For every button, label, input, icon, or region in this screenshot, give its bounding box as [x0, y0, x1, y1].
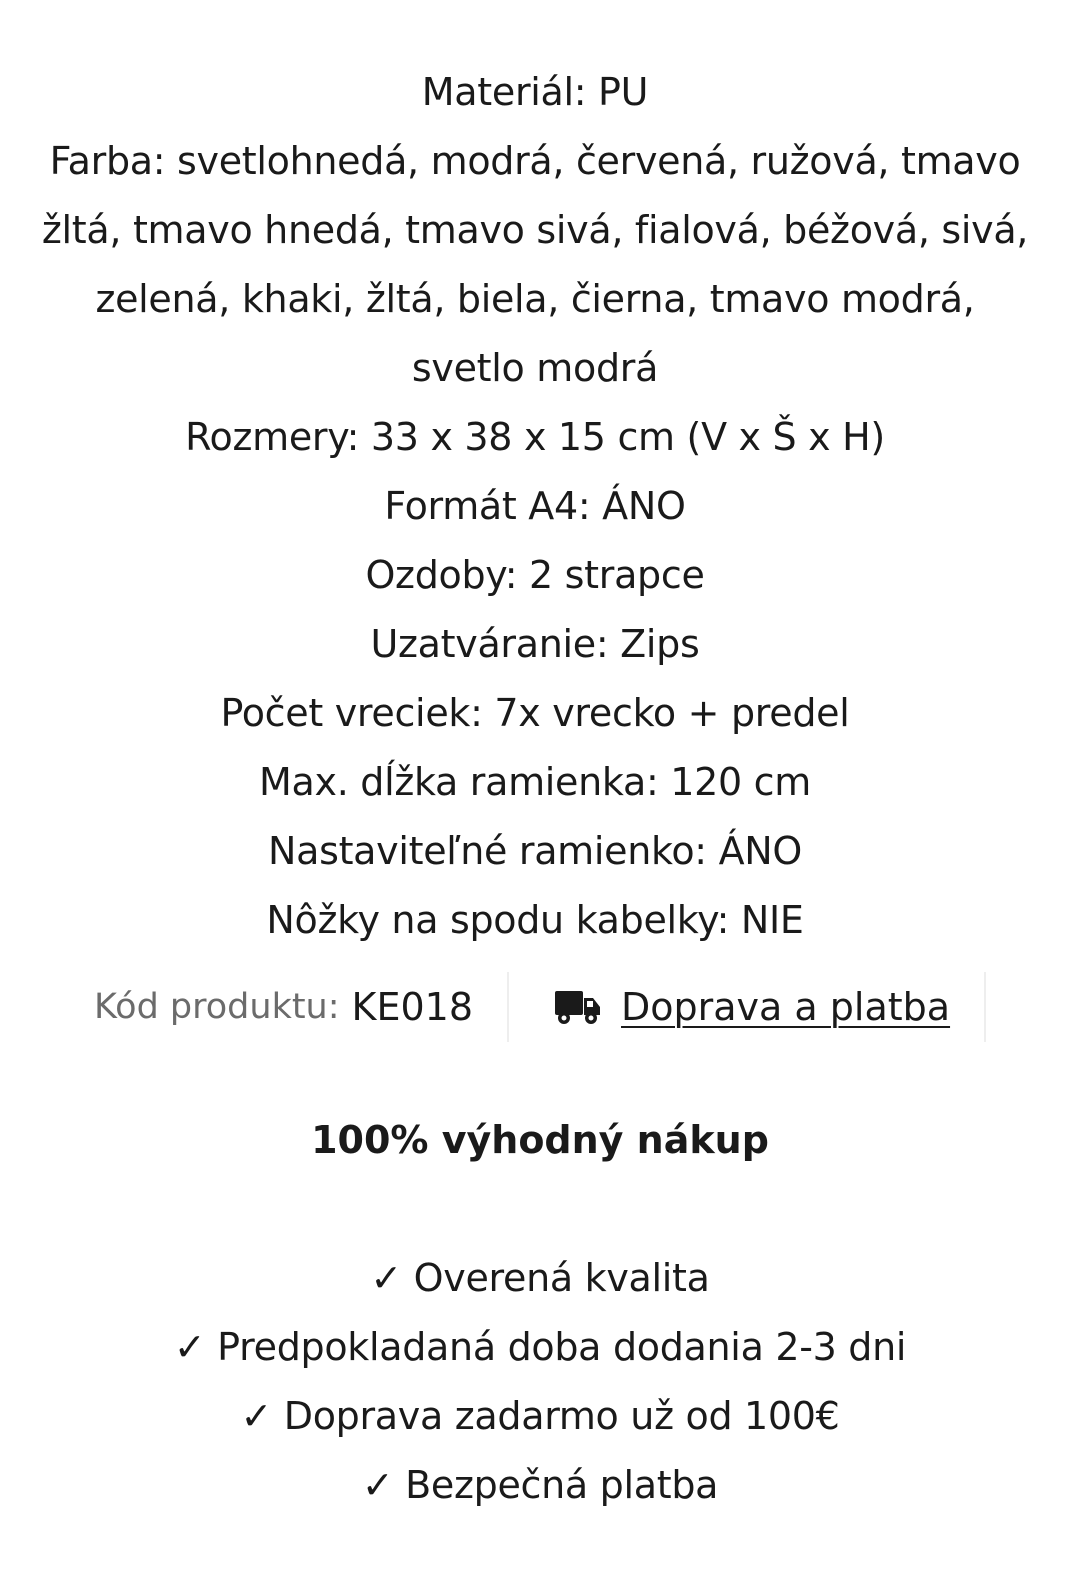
spec-format-a4: Formát A4: ÁNO [384, 484, 686, 528]
spec-pockets: Počet vreciek: 7x vrecko + predel [220, 691, 850, 735]
product-specifications [40, 58, 1030, 955]
benefits-title: 100% výhodný nákup [311, 1118, 769, 1162]
benefit-item-delivery-time: ✓ Predpokladaná doba dodania 2-3 dni [173, 1325, 907, 1369]
spec-color: Farba: svetlohnedá, modrá, červená, ružová, tmavo žltá, tmavo hnedá, tmavo sivá, fialová, béžová, sivá, zelená, khaki, žltá, biela, čierna, tmavo modrá, svetlo modrá [41, 139, 1029, 390]
benefit-item-quality: ✓ Overená kvalita [370, 1256, 710, 1300]
spec-strap-length: Max. dĺžka ramienka: 120 cm [259, 760, 811, 804]
spec-adjustable-strap: Nastaviteľné ramienko: ÁNO [267, 829, 803, 873]
spec-closure: Uzatváranie: Zips [370, 622, 700, 666]
benefits-list [0, 1244, 1080, 1520]
product-code-value: KE018 [351, 985, 474, 1029]
spec-feet: Nôžky na spodu kabelky: NIE [266, 898, 804, 942]
truck-icon [555, 989, 601, 1025]
spec-material: Materiál: PU [421, 70, 649, 114]
product-code [94, 972, 509, 1042]
benefit-item-free-shipping: ✓ Doprava zadarmo už od 100€ [240, 1394, 840, 1438]
benefit-item-secure-payment: ✓ Bezpečná platba [361, 1463, 719, 1507]
spec-dimensions: Rozmery: 33 x 38 x 15 cm (V x Š x H) [185, 415, 885, 459]
product-meta-row [0, 972, 1080, 1042]
spec-decorations: Ozdoby: 2 strapce [365, 553, 705, 597]
product-code-label: Kód produktu: [93, 987, 340, 1027]
shipping-payment-link-block[interactable] [509, 972, 986, 1042]
shipping-payment-link[interactable]: Doprava a platba [621, 985, 951, 1029]
